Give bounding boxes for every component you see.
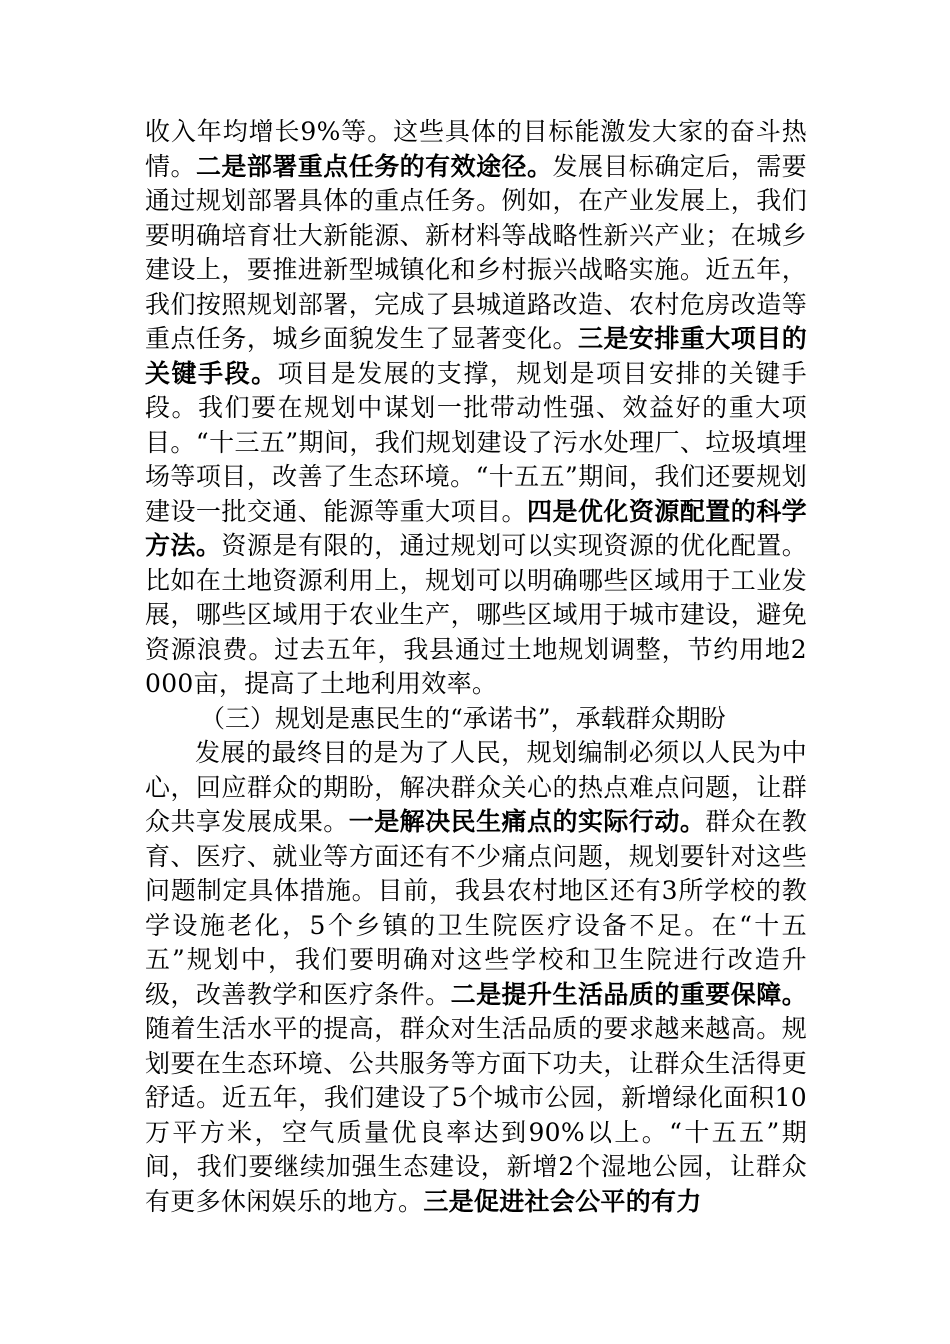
bold-point-two: 二是部署重点任务的有效途径。 bbox=[195, 151, 553, 181]
document-body bbox=[145, 115, 807, 1219]
section-heading: （三）规划是惠民生的“承诺书”，承载群众期盼 bbox=[200, 703, 726, 733]
text-run: 群众在教育、医疗、就业等方面还有不少痛点问题，规划要针对这些问题制定具体措施。目前，我县农村地区还有3所学校的教学设施老化，5个乡镇的卫生院医疗设备不足。在“十五五”规划中，我们要明确对这些学校和卫生院进行改造升级，改善教学和医疗条件。 bbox=[145, 807, 807, 1009]
bold-point-two: 二是提升生活品质的重要保障。 bbox=[450, 979, 808, 1009]
text-run: 项目是发展的支撑，规划是项目安排的关键手段。我们要在规划中谋划一批带动性强、效益好的重大项目。“十三五”期间，我们规划建设了污水处理厂、垃圾填埋场等项目，改善了生态环境。“十五五”期间，我们还要规划建设一批交通、能源等重大项目。 bbox=[145, 358, 807, 526]
bold-point-three: 三是安排重大项目的关键手段。 bbox=[145, 324, 807, 388]
bold-point-one: 一是解决民生痛点的实际行动。 bbox=[348, 807, 706, 836]
paragraph-livelihood bbox=[145, 736, 807, 1219]
text-run: 发展目标确定后，需要通过规划部署具体的重点任务。例如，在产业发展上，我们要明确培育壮大新能源、新材料等战略性新兴产业；在城乡建设上，要推进新型城镇化和乡村振兴战略实施。近五年，我们按照规划部署，完成了县城道路改造、农村危房改造等重点任务，城乡面貌发生了显著变化。 bbox=[145, 151, 807, 353]
text-run: 发展的最终目的是为了人民，规划编制必须以人民为中心，回应群众的期盼，解决群众关心的热点难点问题，让群众共享发展成果。 bbox=[145, 738, 807, 836]
text-run: 资源是有限的，通过规划可以实现资源的优化配置。比如在土地资源利用上，规划可以明确哪些区域用于工业发展，哪些区域用于农业生产，哪些区域用于城市建设，避免资源浪费。过去五年，我县通过土地规划调整，节约用地2000亩，提高了土地利用效率。 bbox=[145, 531, 807, 698]
bold-point-four: 四是优化资源配置的科学方法。 bbox=[145, 496, 807, 560]
paragraph-planning-roles bbox=[145, 115, 807, 702]
bold-point-three: 三是促进社会公平的有力 bbox=[423, 1186, 702, 1216]
text-run: 收入年均增长9%等。这些具体的目标能激发大家的奋斗热情。 bbox=[145, 117, 807, 181]
text-run: 随着生活水平的提高，群众对生活品质的要求越来越高。规划要在生态环境、公共服务等方面下功夫，让群众生活得更舒适。近五年，我们建设了5个城市公园，新增绿化面积10万平方米，空气质量优良率达到90%以上。“十五五”期间，我们要继续加强生态建设，新增2个湿地公园，让群众有更多休闲娱乐的地方。 bbox=[145, 1014, 807, 1216]
